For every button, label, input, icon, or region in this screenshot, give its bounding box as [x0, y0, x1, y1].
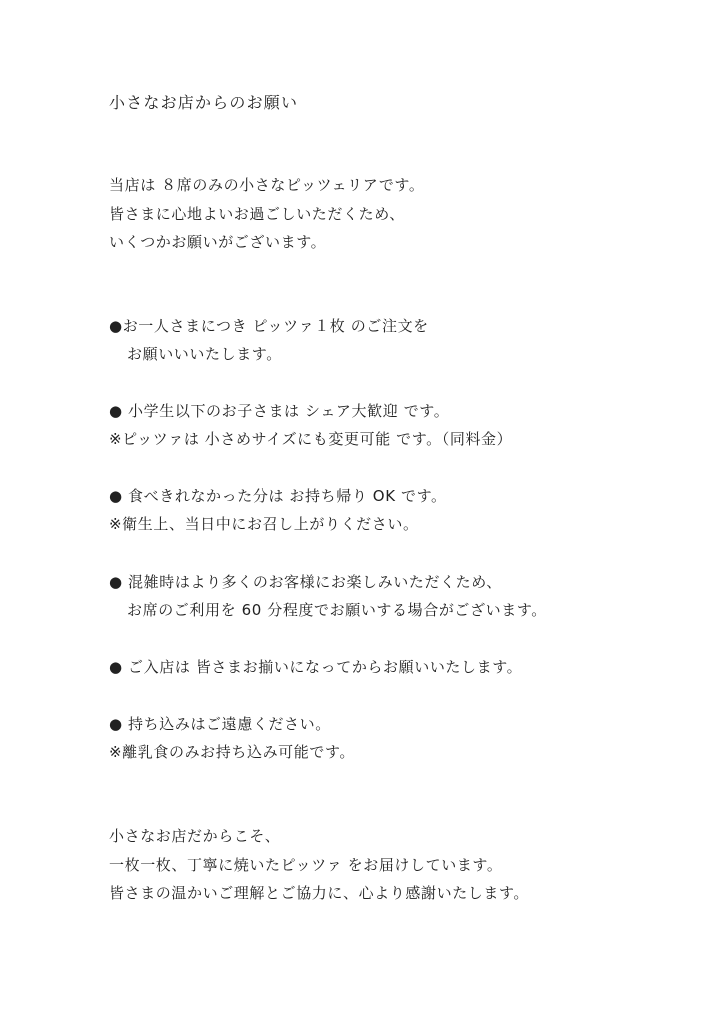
- rule-item: ●お一人さまにつき ピッツァ１枚 のご注文を: [109, 317, 429, 335]
- closing-line: 皆さまの温かいご理解とご協力に、心より感謝いたします。: [109, 884, 530, 902]
- intro-line: いくつかお願いがございます。: [109, 233, 327, 251]
- rule-item: ● ご入店は 皆さまお揃いになってからお願いいたします。: [109, 658, 523, 676]
- rule-note: ※衛生上、当日中にお召し上がりください。: [109, 515, 419, 533]
- rule-continuation: お願いいいたします。: [127, 345, 282, 363]
- rule-item: ● 食べきれなかった分は お持ち帰り OK です。: [109, 487, 447, 505]
- rule-item: ● 混雑時はより多くのお客様にお楽しみいただくため、: [109, 573, 502, 591]
- rule-note: ※ピッツァは 小さめサイズにも変更可能 です。（同料金）: [109, 430, 513, 448]
- intro-line: 当店は ８席のみの小さなピッツェリアです。: [109, 176, 425, 194]
- rule-item: ● 持ち込みはご遠慮ください。: [109, 715, 331, 733]
- rule-note: ※離乳食のみお持ち込み可能です。: [109, 743, 355, 761]
- closing-line: 一枚一枚、丁寧に焼いたピッツァ をお届けしています。: [109, 856, 503, 874]
- rule-item: ● 小学生以下のお子さまは シェア大歓迎 です。: [109, 402, 450, 420]
- page-title: 小さなお店からのお願い: [109, 93, 299, 112]
- intro-line: 皆さまに心地よいお過ごしいただくため、: [109, 205, 405, 223]
- rule-continuation: お席のご利用を 60 分程度でお願いする場合がございます。: [127, 601, 547, 619]
- closing-line: 小さなお店だからこそ、: [109, 827, 281, 845]
